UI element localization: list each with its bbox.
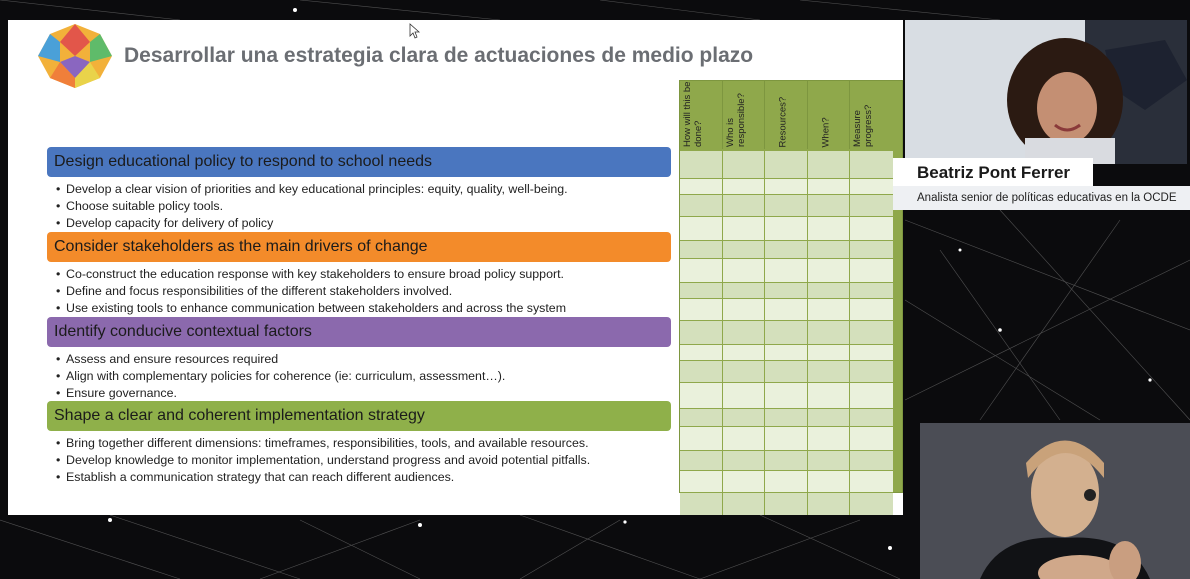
grid-cell (765, 471, 808, 493)
grid-body (680, 151, 902, 515)
grid-row (680, 259, 902, 283)
presenter-video-feed (905, 20, 1187, 164)
grid-cell (808, 259, 851, 283)
grid-header-cell (808, 81, 851, 149)
grid-row (680, 409, 902, 427)
section-stakeholders (47, 232, 671, 317)
grid-cell (723, 321, 766, 345)
grid-cell (723, 493, 766, 515)
grid-cell (808, 361, 851, 383)
bullet-item: • Develop a clear vision of priorities and key educational principles: equity, quality, well-being. (66, 181, 671, 198)
grid-row (680, 427, 902, 451)
bullet-item: • Use existing tools to enhance communication between stakeholders and across the system (66, 300, 671, 317)
grid-cell (850, 241, 893, 259)
grid-row (680, 195, 902, 217)
bullet-list (47, 266, 671, 317)
presenter-image (905, 20, 1187, 164)
bullet-item: • Define and focus responsibilities of the different stakeholders involved. (66, 283, 671, 300)
bullet-item: • Develop capacity for delivery of policy (66, 215, 671, 232)
interpreter-image (920, 423, 1190, 579)
logo-icon (34, 22, 116, 90)
bullet-item: • Choose suitable policy tools. (66, 198, 671, 215)
grid-header-label: Resources? (777, 96, 789, 147)
grid-cell (765, 493, 808, 515)
grid-row (680, 299, 902, 321)
bullet-item: • Develop knowledge to monitor implementation, understand progress and avoid potential pitfalls. (66, 452, 671, 469)
grid-header-label: Measure progress? (852, 104, 874, 147)
section-implementation-strategy (47, 401, 671, 486)
grid-cell (723, 283, 766, 299)
grid-header-cell (850, 81, 893, 149)
section-heading: Consider stakeholders as the main drivers of change (47, 232, 671, 262)
grid-cell (680, 321, 723, 345)
grid-cell (723, 179, 766, 195)
grid-row (680, 493, 902, 515)
grid-cell (808, 195, 851, 217)
grid-cell (765, 283, 808, 299)
grid-cell (680, 283, 723, 299)
grid-header-label: How will this be done? (682, 81, 704, 147)
grid-cell (723, 259, 766, 283)
grid-cell (765, 241, 808, 259)
grid-cell (723, 299, 766, 321)
grid-cell (808, 241, 851, 259)
grid-cell (723, 217, 766, 241)
grid-cell (723, 151, 766, 179)
section-design-policy (47, 147, 671, 232)
grid-row (680, 241, 902, 259)
section-heading: Design educational policy to respond to school needs (47, 147, 671, 177)
speaker-role: Analista senior de políticas educativas en la OCDE (893, 186, 1190, 210)
bullet-item: • Align with complementary policies for coherence (ie: curriculum, assessment…). (66, 368, 671, 385)
grid-cell (723, 361, 766, 383)
grid-row (680, 383, 902, 409)
grid-cell (723, 241, 766, 259)
grid-cell (680, 409, 723, 427)
grid-cell (765, 383, 808, 409)
grid-row (680, 345, 902, 361)
grid-cell (850, 451, 893, 471)
bullet-item: • Ensure governance. (66, 385, 671, 402)
grid-cell (680, 471, 723, 493)
bullet-item: • Establish a communication strategy that can reach different audiences. (66, 469, 671, 486)
grid-cell (765, 321, 808, 345)
grid-row (680, 217, 902, 241)
grid-header-label: Who is responsible? (724, 93, 747, 147)
grid-cell (680, 345, 723, 361)
slide-title: Desarrollar una estrategia clara de actuaciones de medio plazo (124, 44, 754, 67)
bullet-item: • Bring together different dimensions: timeframes, responsibilities, tools, and available resources. (66, 435, 671, 452)
grid-header-cell (765, 81, 808, 149)
grid-cell (808, 471, 851, 493)
grid-cell (765, 259, 808, 283)
grid-cell (723, 409, 766, 427)
grid-row (680, 151, 902, 179)
grid-cell (680, 241, 723, 259)
bullet-item: • Assess and ensure resources required (66, 351, 671, 368)
speaker-name: Beatriz Pont Ferrer (893, 158, 1093, 188)
grid-header-cell (680, 81, 723, 149)
grid-cell (808, 299, 851, 321)
section-contextual-factors (47, 317, 671, 402)
grid-cell (850, 259, 893, 283)
grid-row (680, 471, 902, 493)
bullet-item: • Co-construct the education response with key stakeholders to ensure broad policy support. (66, 266, 671, 283)
grid-cell (680, 493, 723, 515)
bullet-list (47, 181, 671, 232)
grid-row (680, 451, 902, 471)
grid-cell (765, 409, 808, 427)
grid-cell (680, 217, 723, 241)
grid-cell (808, 179, 851, 195)
grid-row (680, 361, 902, 383)
interpreter-video-feed (920, 423, 1190, 579)
grid-cell (808, 151, 851, 179)
grid-cell (723, 195, 766, 217)
grid-cell (680, 451, 723, 471)
grid-cell (808, 321, 851, 345)
grid-cell (850, 427, 893, 451)
grid-cell (808, 451, 851, 471)
grid-header-label: When? (820, 116, 832, 147)
section-heading: Shape a clear and coherent implementation strategy (47, 401, 671, 431)
grid-cell (723, 471, 766, 493)
grid-cell (850, 383, 893, 409)
grid-cell (723, 345, 766, 361)
grid-cell (680, 383, 723, 409)
grid-cell (808, 217, 851, 241)
presentation-slide (8, 20, 903, 515)
grid-cell (850, 409, 893, 427)
grid-row (680, 321, 902, 345)
grid-cell (765, 195, 808, 217)
bullet-list (47, 435, 671, 486)
grid-cell (850, 321, 893, 345)
grid-cell (850, 179, 893, 195)
grid-cell (680, 195, 723, 217)
grid-cell (850, 195, 893, 217)
grid-cell (765, 345, 808, 361)
grid-cell (765, 299, 808, 321)
grid-row (680, 179, 902, 195)
bullet-list (47, 351, 671, 402)
grid-cell (723, 451, 766, 471)
grid-cell (808, 283, 851, 299)
grid-row (680, 283, 902, 299)
section-heading: Identify conducive contextual factors (47, 317, 671, 347)
grid-cell (808, 345, 851, 361)
grid-cell (680, 361, 723, 383)
grid-cell (850, 361, 893, 383)
grid-cell (850, 493, 893, 515)
grid-cell (850, 151, 893, 179)
grid-cell (680, 179, 723, 195)
grid-cell (765, 151, 808, 179)
grid-cell (850, 283, 893, 299)
grid-cell (765, 451, 808, 471)
grid-cell (850, 345, 893, 361)
grid-cell (680, 427, 723, 451)
grid-cell (850, 471, 893, 493)
grid-cell (765, 361, 808, 383)
cursor-icon (409, 23, 421, 39)
grid-cell (765, 427, 808, 451)
grid-header-row (680, 81, 902, 149)
grid-cell (850, 299, 893, 321)
grid-cell (808, 427, 851, 451)
grid-cell (765, 217, 808, 241)
grid-cell (680, 259, 723, 283)
grid-cell (808, 383, 851, 409)
grid-header-cell (723, 81, 766, 149)
speaker-name-plate (893, 158, 1190, 210)
grid-cell (723, 383, 766, 409)
planning-grid (679, 80, 903, 493)
grid-cell (723, 427, 766, 451)
grid-cell (680, 151, 723, 179)
grid-cell (680, 299, 723, 321)
grid-cell (808, 409, 851, 427)
grid-cell (765, 179, 808, 195)
grid-cell (808, 493, 851, 515)
grid-cell (850, 217, 893, 241)
